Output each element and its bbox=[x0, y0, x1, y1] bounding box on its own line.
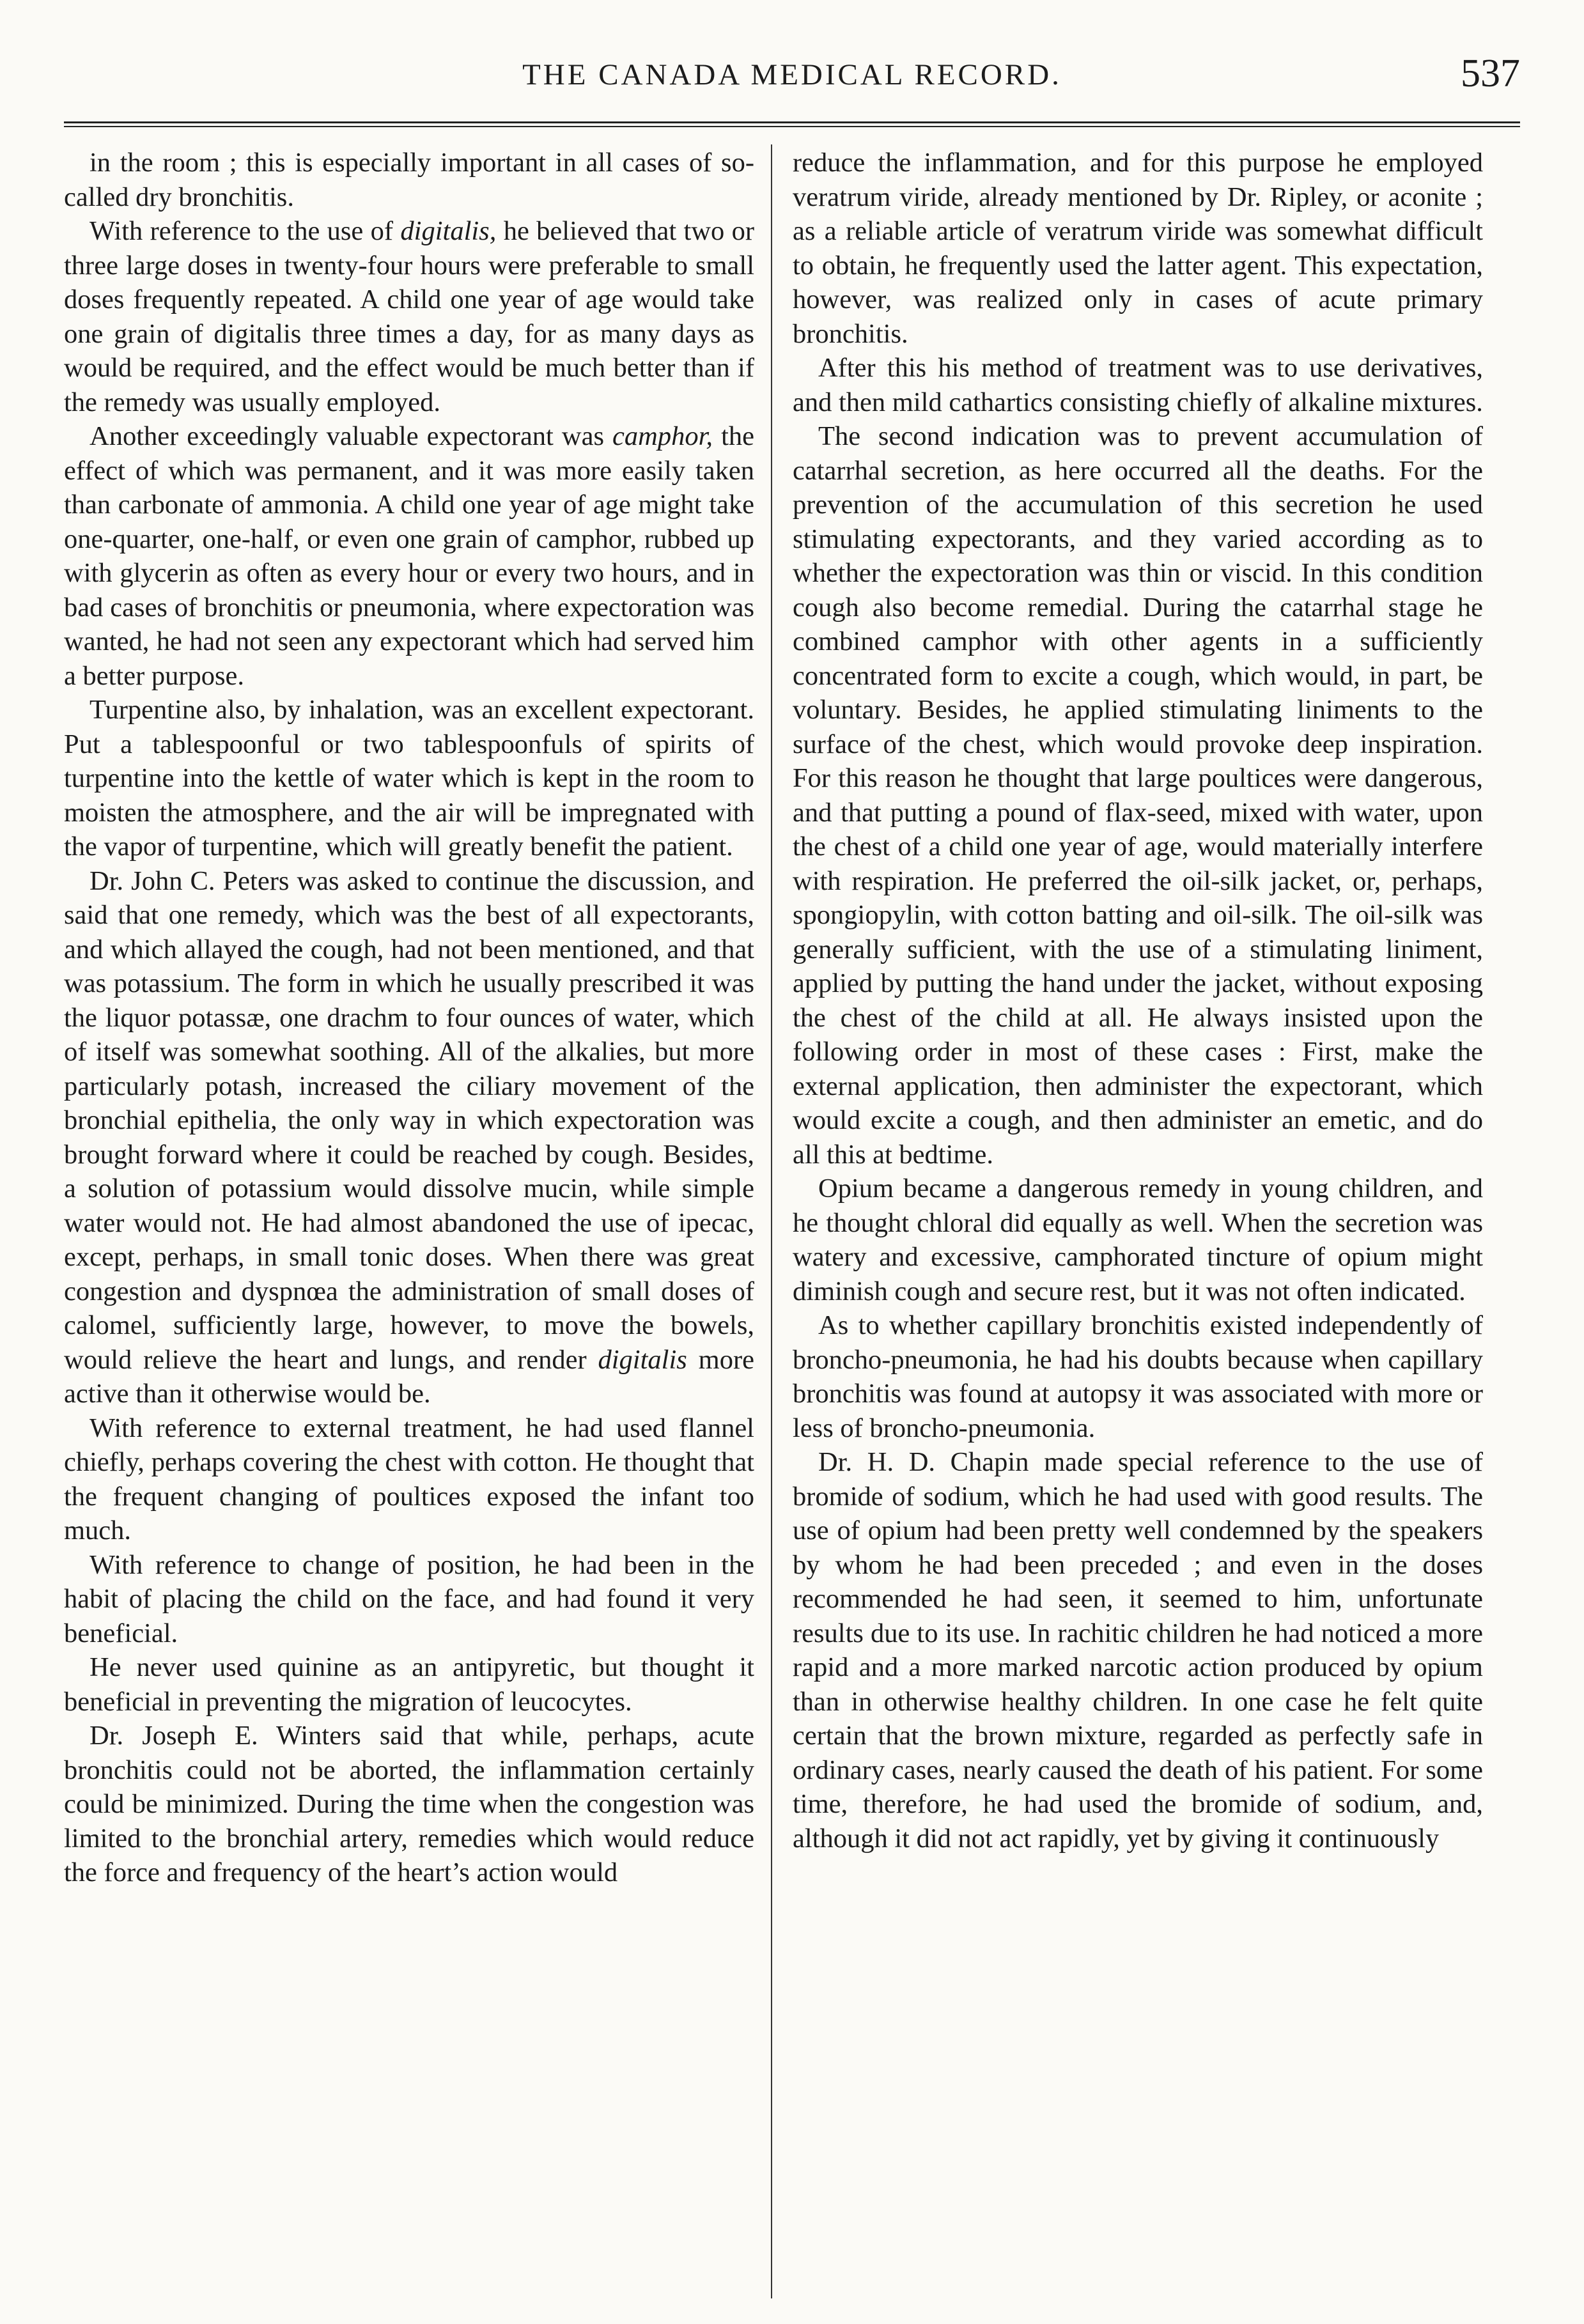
text-run: Dr. Joseph E. Winters said that while, perhaps, acute bronchitis could not be aborted, the inflammation certainly could be minimized. During the time when the congestion was limited to the bronchial artery, remedies which would reduce the force and frequency of the heart’s action would bbox=[64, 1721, 754, 1887]
running-head bbox=[64, 45, 1520, 115]
header-rule bbox=[64, 126, 1520, 127]
paragraph bbox=[64, 1548, 754, 1651]
header-rule bbox=[64, 121, 1520, 123]
right-column bbox=[793, 146, 1483, 2300]
paragraph bbox=[64, 1650, 754, 1719]
left-column bbox=[64, 146, 754, 2300]
text-run: Dr. H. D. Chapin made special reference to the use of bromide of sodium, which he had used with good results. The use of opium had been pretty well condemned by the speakers by whom he had been preceded ; and even in the doses recommended he had seen, it seemed to him, unfortunate results due to its use. In rachitic children he had noticed a more rapid and a more marked narcotic action produced by opium than in otherwise healthy children. In one case he felt quite certain that the brown mixture, regarded as perfectly safe in ordinary cases, nearly caused the death of his patient. For some time, therefore, he had used the bromide of sodium, and, although it did not act rapidly, yet by giving it continuously bbox=[793, 1447, 1483, 1854]
paragraph bbox=[793, 419, 1483, 1172]
text-run: With reference to external treatment, he had used flannel chiefly, perhaps covering the chest with cotton. He thought that the frequent changing of poultices exposed the infant too much. bbox=[64, 1413, 754, 1545]
text-run: Turpentine also, by inhalation, was an excellent expectorant. Put a tablespoonful or two tablespoonfuls of spirits of turpentine into the kettle of water which is kept in the room to moisten the atmosphere, and the air will be impregnated with the vapor of turpentine, which will greatly benefit the patient. bbox=[64, 695, 754, 862]
paragraph bbox=[793, 1308, 1483, 1445]
italic-term: digitalis, bbox=[400, 216, 497, 246]
text-run: reduce the inflammation, and for this purpose he employed veratrum viride, already mentioned by Dr. Ripley, or aconite ; as a reliable article of veratrum viride was somewhat difficult to obtain, he frequently used the latter agent. This expectation, however, was realized only in cases of acute primary bronchitis. bbox=[793, 148, 1483, 349]
paragraph bbox=[64, 214, 754, 419]
paragraph bbox=[64, 864, 754, 1411]
paragraph bbox=[64, 419, 754, 693]
text-run: Opium became a dangerous remedy in young children, and he thought chloral did equally as well. When the secretion was watery and excessive, camphorated tincture of opium might diminish cough and secure rest, but it was not often indicated. bbox=[793, 1174, 1483, 1306]
text-run: in the room ; this is especially important in all cases of so-called dry bronchitis. bbox=[64, 148, 754, 212]
text-run: The second indication was to prevent accumulation of catarrhal secretion, as here occurred all the deaths. For the prevention of the accumulation of this secretion he used stimulating expectorants, and they varied according as to whether the expectoration was thin or viscid. In this condition cough also become remedial. During the catarrhal stage he combined camphor with other agents in a sufficiently concentrated form to excite a cough, which would, in part, be voluntary. Besides, he applied stimulating liniments to the surface of the chest, which would provoke deep inspiration. For this reason he thought that large poultices were dangerous, and that putting a pound of flax-seed, mixed with water, upon the chest of a child one year of age, would materially interfere with respiration. He preferred the oil-silk jacket, or, perhaps, spongiopylin, with cotton batting and oil-silk. The oil-silk was generally sufficient, with the use of a stimulating liniment, applied by putting the hand under the jacket, without exposing the chest of the child at all. He always insisted upon the following order in most of these cases : First, make the external application, then administer the expectorant, which would excite a cough, and then administer an emetic, and do all this at bedtime. bbox=[793, 421, 1483, 1170]
page-number: 537 bbox=[1461, 52, 1520, 95]
text-run: the effect of which was permanent, and it was more easily taken than carbonate of ammonia. A child one year of age might take one-quarter, one-half, or even one grain of camphor, rubbed up with glycerin as often as every hour or every two hours, and in bad cases of bronchitis or pneumonia, where expectoration was wanted, he had not seen any expectorant which had served him a better purpose. bbox=[64, 421, 754, 691]
paragraph bbox=[64, 1719, 754, 1890]
paragraph bbox=[793, 351, 1483, 419]
paragraph bbox=[64, 146, 754, 214]
text-run: He never used quinine as an antipyretic, but thought it beneficial in preventing the migration of leucocytes. bbox=[64, 1652, 754, 1717]
italic-term: digitalis bbox=[598, 1344, 687, 1375]
paragraph bbox=[64, 1411, 754, 1548]
paragraph bbox=[793, 146, 1483, 351]
text-run: Dr. John C. Peters was asked to continue the discussion, and said that one remedy, which was the best of all expectorants, and which allayed the cough, had not been mentioned, and that was potassium. The form in which he usually prescribed it was the liquor potassæ, one drachm to four ounces of water, which of itself was somewhat soothing. All of the alkalies, but more particularly potash, increased the ciliary movement of the bronchial epithelia, the only way in which expectoration was brought forward where it could be reached by cough. Besides, a solution of potassium would dissolve mucin, while simple water would not. He had almost abandoned the use of ipecac, except, perhaps, in small tonic doses. When there was great congestion and dyspnœa the administration of small doses of calomel, sufficiently large, however, to move the bowels, would relieve the heart and lungs, and render bbox=[64, 865, 754, 1375]
column-divider bbox=[771, 144, 772, 2298]
text-run: As to whether capillary bronchitis existed independently of broncho-pneumonia, he had his doubts because when capillary bronchitis was found at autopsy it was associated with more or less of broncho-pneumonia. bbox=[793, 1310, 1483, 1443]
paragraph bbox=[793, 1172, 1483, 1308]
text-run: he believed that two or three large doses in twenty-four hours were preferable to small doses frequently repeated. A child one year of age would take one grain of digitalis three times a day, for as many days as would be required, and the effect would be much better than if the remedy was usually employed. bbox=[64, 216, 754, 417]
paragraph bbox=[793, 1445, 1483, 1855]
text-run: After this his method of treatment was to use derivatives, and then mild cathartics consisting chiefly of alkaline mixtures. bbox=[793, 353, 1483, 417]
journal-title: THE CANADA MEDICAL RECORD. bbox=[522, 58, 1062, 91]
italic-term: camphor, bbox=[612, 421, 713, 451]
paragraph bbox=[64, 693, 754, 864]
text-run: more active than it otherwise would be. bbox=[64, 1344, 754, 1409]
text-run: With reference to change of position, he had been in the habit of placing the child on the face, and had found it very beneficial. bbox=[64, 1549, 754, 1648]
text-run: With reference to the use of bbox=[89, 216, 401, 246]
text-run: Another exceedingly valuable expectorant was bbox=[89, 421, 613, 451]
